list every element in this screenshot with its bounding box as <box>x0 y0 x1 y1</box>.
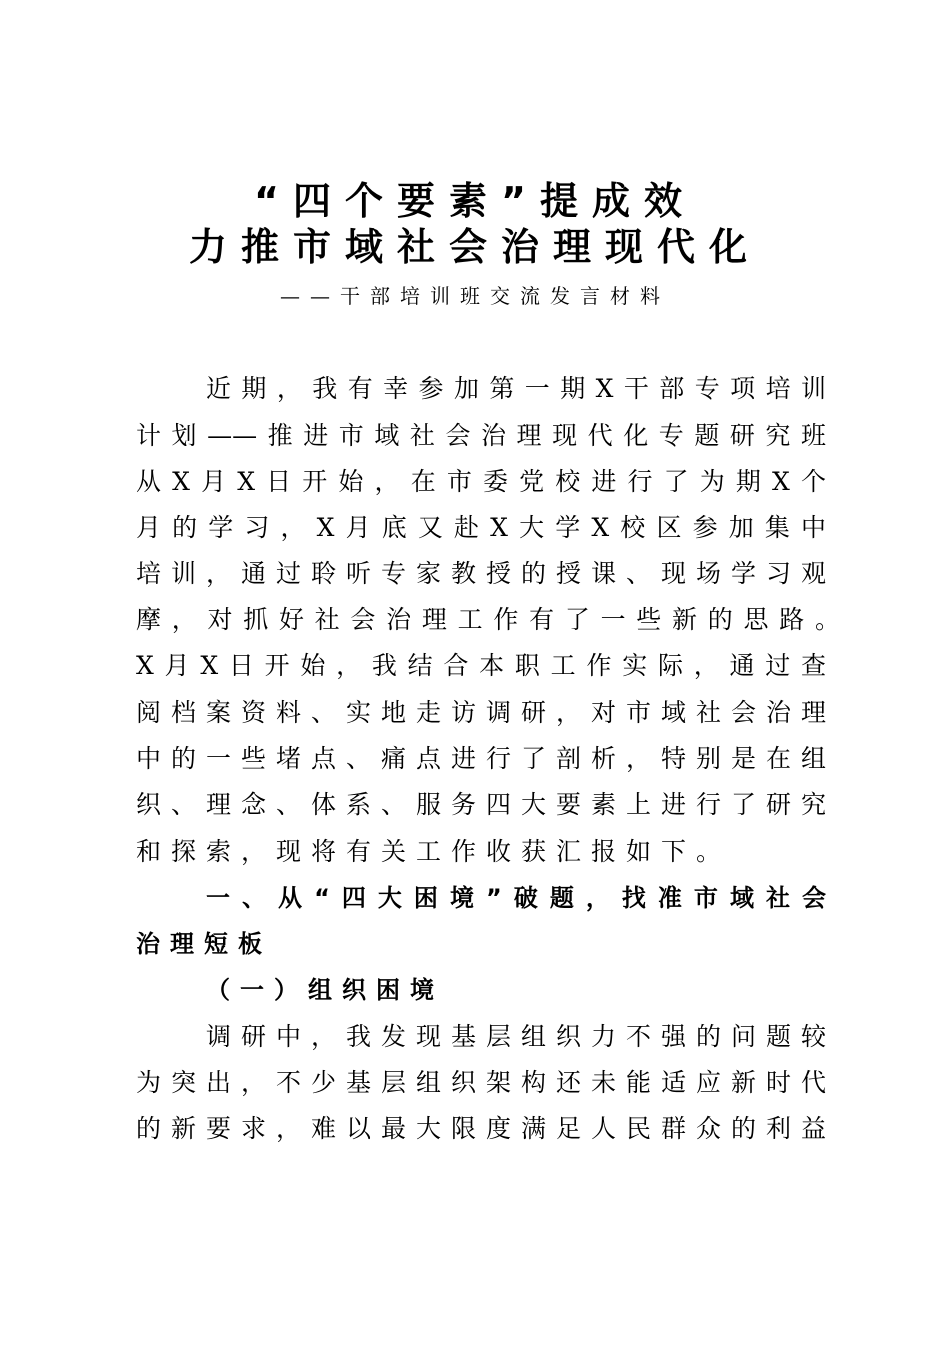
paragraph-line: 调研中，我发现基层组织力不强的问题较 <box>206 1022 826 1051</box>
document-title-line-2: 力推市域社会治理现代化 <box>188 225 761 269</box>
paragraph-line: 近期，我有幸参加第一期X干部专项培训 <box>206 374 826 403</box>
document-subtitle: ——干部培训班交流发言材料 <box>280 284 670 308</box>
paragraph-line: 为突出，不少基层组织架构还未能适应新时代 <box>136 1068 826 1097</box>
paragraph-line: 和探索，现将有关工作收获汇报如下。 <box>136 837 732 866</box>
paragraph-line: 计划——推进市域社会治理现代化专题研究班 <box>136 421 826 450</box>
paragraph-line: 从X月X日开始，在市委党校进行了为期X个 <box>136 467 826 496</box>
paragraph-line: 阅档案资料、实地走访调研，对市域社会治理 <box>136 698 826 727</box>
paragraph-line: X月X日开始，我结合本职工作实际，通过查 <box>136 651 826 680</box>
document-title-line-1: “四个要素”提成效 <box>254 179 696 223</box>
paragraph-line: 培训，通过聆听专家教授的授课、现场学习观 <box>136 559 826 588</box>
subsection-heading: （一）组织困境 <box>206 976 444 1004</box>
paragraph-line: 中的一些堵点、痛点进行了剖析，特别是在组 <box>136 744 826 773</box>
paragraph-line: 摩，对抓好社会治理工作有了一些新的思路。 <box>136 605 840 634</box>
section-heading-line: 治理短板 <box>136 930 272 958</box>
paragraph-line: 的新要求，难以最大限度满足人民群众的利益 <box>136 1114 826 1143</box>
section-heading-line: 一、从“四大困境”破题，找准市域社会 <box>206 884 826 912</box>
paragraph-line: 月的学习，X月底又赴X大学X校区参加集中 <box>136 513 826 542</box>
paragraph-line: 织、理念、体系、服务四大要素上进行了研究 <box>136 790 826 819</box>
